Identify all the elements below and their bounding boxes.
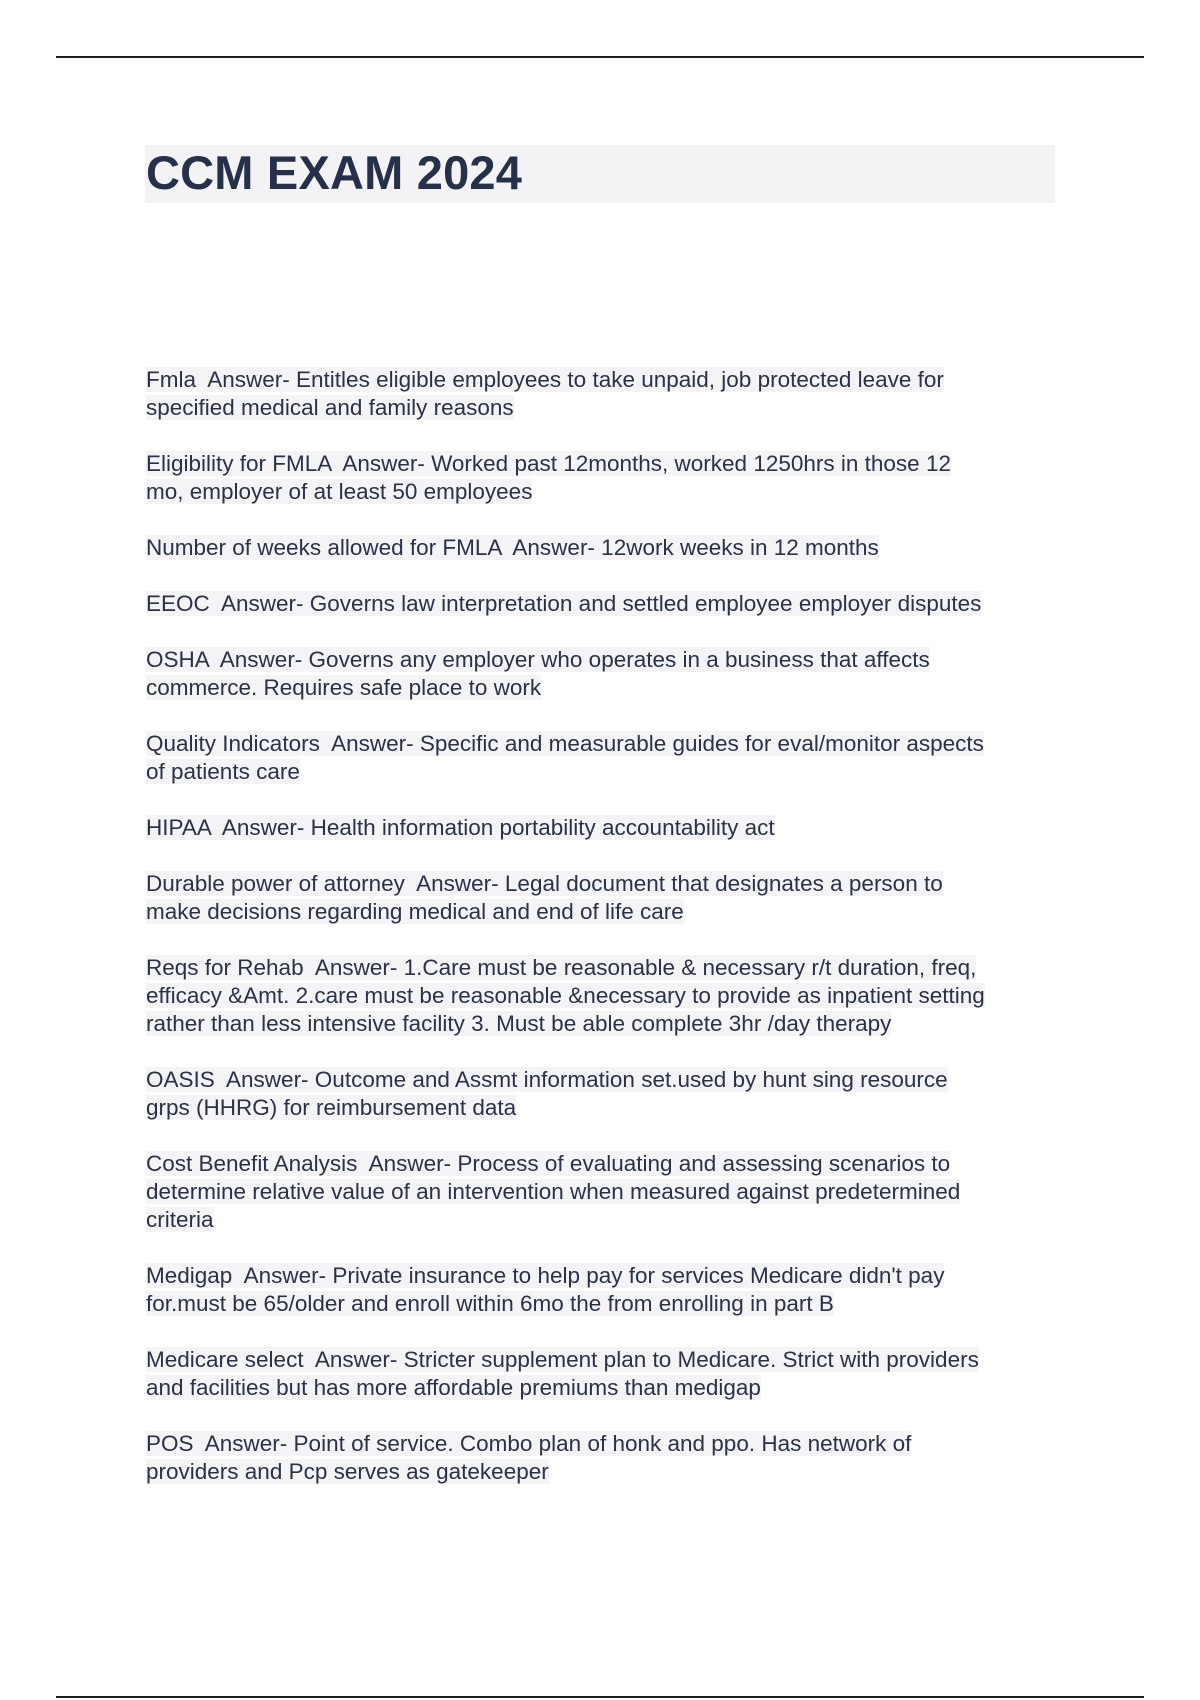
qa-item-durable-poa	[146, 870, 1066, 926]
qa-text: Durable power of attorney Answer- Legal document that designates a person to make decisions regarding medical and end of life care	[146, 871, 943, 924]
qa-text: EEOC Answer- Governs law interpretation and settled employee employer disputes	[146, 591, 982, 616]
qa-text: OSHA Answer- Governs any employer who operates in a business that affects commerce. Requires safe place to work	[146, 647, 930, 700]
qa-item-fmla	[146, 366, 1066, 422]
qa-text: Medicare select Answer- Stricter supplement plan to Medicare. Strict with providers and facilities but has more affordable premiums than medigap	[146, 1347, 979, 1400]
qa-item-oasis	[146, 1066, 1066, 1122]
qa-item-osha	[146, 646, 1066, 702]
qa-item-cost-benefit	[146, 1150, 1066, 1234]
qa-item-eeoc	[146, 590, 1066, 618]
qa-item-medicare-select	[146, 1346, 1066, 1402]
qa-item-pos	[146, 1430, 1066, 1486]
qa-item-medigap	[146, 1262, 1066, 1318]
qa-text: Medigap Answer- Private insurance to help pay for services Medicare didn't pay for.must be 65/older and enroll within 6mo the from enrolling in part B	[146, 1263, 945, 1316]
qa-text: POS Answer- Point of service. Combo plan of honk and ppo. Has network of providers and Pcp serves as gatekeeper	[146, 1431, 912, 1484]
qa-text: HIPAA Answer- Health information portability accountability act	[146, 815, 775, 840]
qa-item-hipaa	[146, 814, 1066, 842]
qa-list	[146, 366, 1066, 1514]
qa-text: Number of weeks allowed for FMLA Answer- 12work weeks in 12 months	[146, 535, 879, 560]
top-divider	[56, 56, 1144, 58]
document-title: CCM EXAM 2024	[146, 146, 523, 199]
qa-text: Eligibility for FMLA Answer- Worked past 12months, worked 1250hrs in those 12 mo, employer of at least 50 employees	[146, 451, 951, 504]
qa-item-fmla-weeks	[146, 534, 1066, 562]
qa-item-quality-indicators	[146, 730, 1066, 786]
qa-text: Reqs for Rehab Answer- 1.Care must be reasonable & necessary r/t duration, freq, efficacy &Amt. 2.care must be reasonable &necessary to provide as inpatient setting rather than less intensive facility 3. Must be able complete 3hr /day therapy	[146, 955, 985, 1036]
qa-text: OASIS Answer- Outcome and Assmt information set.used by hunt sing resource grps (HHRG) for reimbursement data	[146, 1067, 948, 1120]
qa-item-fmla-eligibility	[146, 450, 1066, 506]
qa-text: Cost Benefit Analysis Answer- Process of evaluating and assessing scenarios to determine relative value of an intervention when measured against predetermined criteria	[146, 1151, 961, 1232]
qa-text: Fmla Answer- Entitles eligible employees to take unpaid, job protected leave for specified medical and family reasons	[146, 367, 944, 420]
qa-item-rehab-reqs	[146, 954, 1066, 1038]
qa-text: Quality Indicators Answer- Specific and measurable guides for eval/monitor aspects of patients care	[146, 731, 984, 784]
bottom-divider	[56, 1696, 1144, 1698]
